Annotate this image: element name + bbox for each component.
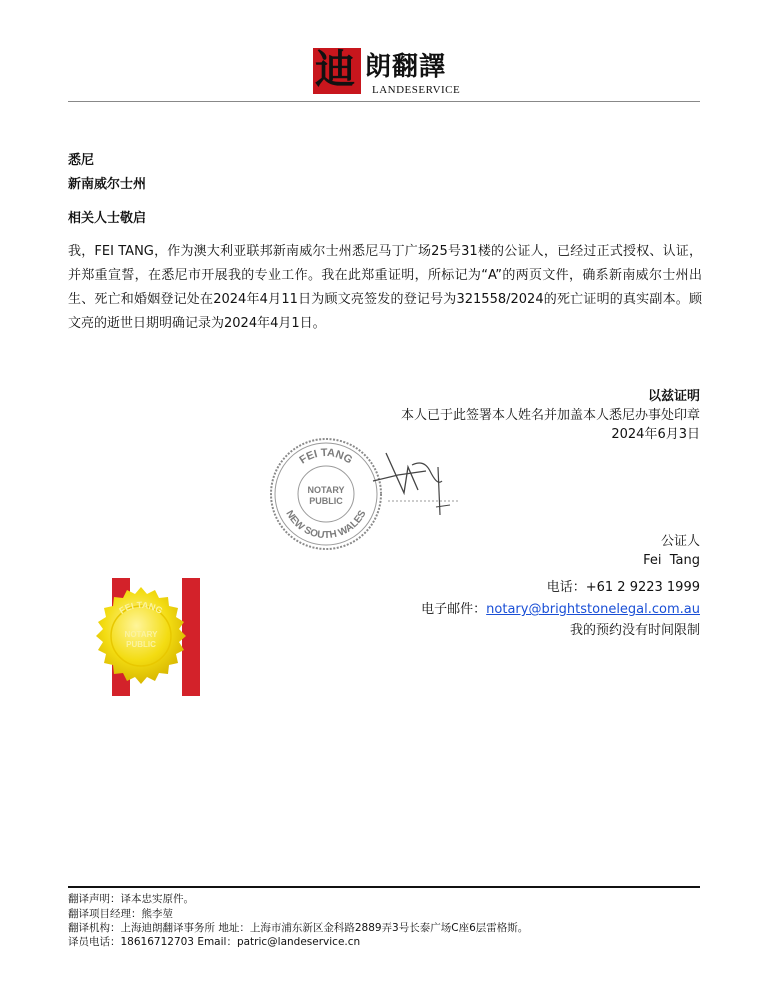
body-paragraph: 我，FEI TANG，作为澳大利亚联邦新南威尔士州悉尼马丁广场25号31楼的公证人，已经过正式授权、认证，并郑重宣誓，在悉尼市开展我的专业工作。我在此郑重证明，所标记为“A”的两页文件，确系新南威尔士州出生、死亡和婚姻登记处在2024年4月11日为顾文亮签发的登记号为321558/2024的死亡证明的真实副本。顾文亮的逝世日期明确记录为2024年4月1日。: [68, 244, 702, 331]
svg-text:FEI TANG: [298, 447, 355, 467]
stamp-role-line1: NOTARY: [307, 485, 345, 495]
notary-role: 公证人: [660, 534, 700, 549]
notary-phone-line: [547, 576, 700, 595]
stamp-name: FEI TANG: [297, 446, 355, 467]
footer-agency-address: 翻译机构：上海迪朗翻译事务所 地址：上海市浦东新区金科路2889弄3号长泰广场C座6层雷格斯。: [68, 922, 529, 934]
address-city: 悉尼: [68, 153, 95, 168]
notary-name: Fei Tang: [643, 553, 700, 568]
handwritten-signature: [368, 445, 468, 525]
footer-declaration: 翻译声明：译本忠实原件。: [68, 893, 194, 905]
stamp-region: NEW SOUTH WALES: [283, 508, 369, 542]
salutation: 相关人士敬启: [68, 211, 147, 226]
email-label: 电子邮件：: [421, 602, 487, 617]
logo-english-name: LANDESERVICE: [372, 84, 461, 96]
attestation-title: 以兹证明: [647, 389, 700, 404]
logo-red-block: [313, 48, 361, 94]
footer-divider: [68, 886, 700, 888]
logo-mark-char: 迪: [315, 46, 355, 93]
logo-chinese-name: 朗翻譯: [365, 52, 447, 82]
notary-appointment-note: 我的预约没有时间限制: [569, 623, 700, 638]
address-state: 新南威尔士州: [68, 177, 147, 192]
footer-contact: 译员电话：18616712703 Email：patric@landeservice.cn: [68, 936, 361, 948]
seal-line2: NOTARY: [124, 630, 158, 639]
email-link[interactable]: notary@brightstonelegal.com.au: [486, 602, 700, 617]
attestation-date: 2024年6月3日: [611, 427, 700, 442]
stamp-role-line2: PUBLIC: [309, 496, 343, 506]
seal-line1: FEI TANG: [117, 599, 165, 616]
header-divider: [68, 101, 700, 102]
phone-label: 电话：: [546, 580, 586, 595]
seal-line3: PUBLIC: [126, 640, 156, 649]
notary-stamp: [268, 436, 384, 552]
gold-notary-seal: [86, 585, 196, 695]
svg-text:NEW SOUTH WALES: [283, 508, 368, 541]
phone-number: +61 2 9223 1999: [585, 580, 700, 595]
company-logo: [313, 46, 463, 98]
attestation-statement: 本人已于此签署本人姓名并加盖本人悉尼办事处印章: [400, 408, 700, 423]
notary-email-line: [421, 598, 700, 617]
footer-project-manager: 翻译项目经理：熊李堃: [68, 908, 173, 920]
